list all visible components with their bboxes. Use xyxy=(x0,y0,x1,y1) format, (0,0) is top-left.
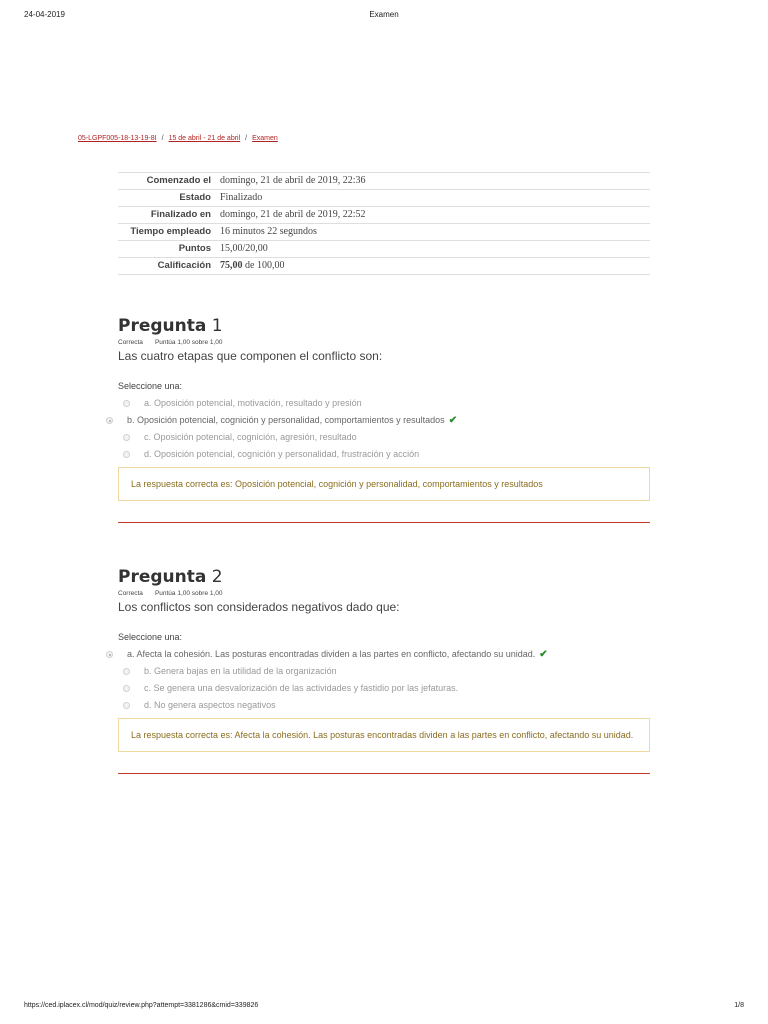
question-text: Las cuatro etapas que componen el conflicto son: xyxy=(118,349,383,363)
grade-value: 75,00 xyxy=(220,260,243,271)
option-label: c. Oposición potencial, cognición, agresión, resultado xyxy=(144,432,357,442)
answer-option-c[interactable] xyxy=(118,429,650,446)
radio-button[interactable] xyxy=(123,668,130,675)
page-count: 1/8 xyxy=(734,1002,744,1009)
option-label-text: a. Afecta la cohesión. Las posturas encontradas dividen a las partes en conflicto, afectando su unidad. xyxy=(127,649,536,659)
question-divider xyxy=(118,522,650,523)
question-text: Los conflictos son considerados negativos dado que: xyxy=(118,600,400,614)
answer-options xyxy=(118,646,650,714)
answer-option-d[interactable] xyxy=(118,697,650,714)
summary-label: Tiempo empleado xyxy=(118,224,215,241)
table-row xyxy=(118,224,650,241)
option-label xyxy=(127,412,457,429)
answer-option-a[interactable] xyxy=(118,646,650,663)
correct-answer-feedback: La respuesta correcta es: Afecta la cohesión. Las posturas encontradas dividen a las partes en conflicto, afectando su unidad. xyxy=(118,718,650,752)
radio-button[interactable] xyxy=(123,434,130,441)
question-status xyxy=(118,590,650,597)
question-status xyxy=(118,339,650,346)
check-icon: ✔ xyxy=(539,649,548,660)
radio-button[interactable] xyxy=(123,702,130,709)
summary-label: Puntos xyxy=(118,241,215,258)
print-footer xyxy=(24,1002,744,1014)
question-score: Puntúa 1,00 sobre 1,00 xyxy=(154,339,223,346)
summary-label: Finalizado en xyxy=(118,207,215,224)
print-date: 24-04-2019 xyxy=(24,10,65,19)
correct-answer-feedback: La respuesta correcta es: Oposición potencial, cognición y personalidad, comportamientos y resultados xyxy=(118,467,650,501)
summary-value: 15,00/20,00 xyxy=(215,241,650,258)
breadcrumb-week-link[interactable]: 15 de abril - 21 de abril xyxy=(168,135,241,142)
breadcrumb-course-link[interactable]: 05-LGPF005-18-13-19-8I xyxy=(78,135,157,142)
summary-value: domingo, 21 de abril de 2019, 22:52 xyxy=(215,207,650,224)
radio-button[interactable] xyxy=(106,417,113,424)
table-row xyxy=(118,207,650,224)
attempt-summary-table xyxy=(118,172,650,275)
breadcrumb-separator: / xyxy=(245,135,248,142)
question-title xyxy=(118,567,650,587)
summary-label: Estado xyxy=(118,190,215,207)
summary-value xyxy=(215,258,650,275)
summary-label: Comenzado el xyxy=(118,173,215,190)
option-label: c. Se genera una desvalorización de las actividades y fastidio por las jefaturas. xyxy=(144,683,459,693)
table-row xyxy=(118,258,650,275)
answer-options xyxy=(118,395,650,463)
status-badge: Correcta xyxy=(118,590,143,597)
question-word: Pregunta xyxy=(118,316,207,336)
question-number: 2 xyxy=(211,567,223,587)
question-number: 1 xyxy=(211,316,223,336)
breadcrumb xyxy=(78,135,278,142)
breadcrumb-exam-link[interactable]: Examen xyxy=(252,135,278,142)
print-header xyxy=(24,10,744,22)
radio-button[interactable] xyxy=(123,400,130,407)
summary-value: Finalizado xyxy=(215,190,650,207)
radio-button[interactable] xyxy=(106,651,113,658)
table-row xyxy=(118,173,650,190)
answer-option-a[interactable] xyxy=(118,395,650,412)
question-1 xyxy=(118,316,650,523)
status-badge: Correcta xyxy=(118,339,143,346)
question-prompt: Seleccione una: xyxy=(118,381,183,391)
radio-button[interactable] xyxy=(123,685,130,692)
question-prompt: Seleccione una: xyxy=(118,632,183,642)
check-icon: ✔ xyxy=(448,415,458,426)
option-label: d. No genera aspectos negativos xyxy=(144,700,276,710)
summary-value: 16 minutos 22 segundos xyxy=(215,224,650,241)
print-title: Examen xyxy=(369,10,399,19)
radio-button[interactable] xyxy=(123,451,130,458)
answer-option-c[interactable] xyxy=(118,680,650,697)
table-row xyxy=(118,190,650,207)
question-title xyxy=(118,316,650,336)
question-word: Pregunta xyxy=(118,567,207,587)
question-2 xyxy=(118,567,650,774)
answer-option-b[interactable] xyxy=(118,663,650,680)
answer-option-d[interactable] xyxy=(118,446,650,463)
summary-label: Calificación xyxy=(118,258,215,275)
summary-value: domingo, 21 de abril de 2019, 22:36 xyxy=(215,173,650,190)
answer-option-b[interactable] xyxy=(118,412,650,429)
page-url: https://ced.iplacex.cl/mod/quiz/review.php?attempt=3381286&cmid=339826 xyxy=(24,1002,259,1009)
option-label: a. Oposición potencial, motivación, resultado y presión xyxy=(144,398,362,408)
option-label: d. Oposición potencial, cognición y personalidad, frustración y acción xyxy=(144,449,420,459)
grade-max: de 100,00 xyxy=(242,260,285,271)
table-row xyxy=(118,241,650,258)
breadcrumb-separator: / xyxy=(161,135,164,142)
question-divider xyxy=(118,773,650,774)
option-label-text: b. Oposición potencial, cognición y personalidad, comportamientos y resultados xyxy=(127,415,445,425)
question-score: Puntúa 1,00 sobre 1,00 xyxy=(154,590,223,597)
option-label xyxy=(127,646,548,663)
option-label: b. Genera bajas en la utilidad de la organización xyxy=(144,666,337,676)
